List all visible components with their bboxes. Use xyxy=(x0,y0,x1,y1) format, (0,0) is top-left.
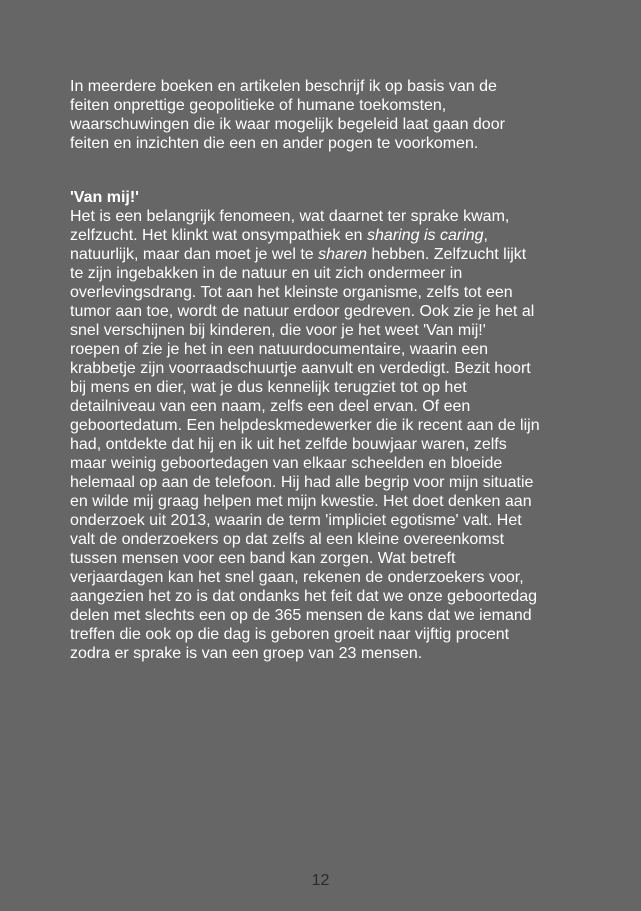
body-text: , xyxy=(483,227,488,244)
section-van-mij xyxy=(70,188,570,663)
body-line: helemaal op aan de telefoon. Hij had alle begrip voor mijn situatie xyxy=(70,474,534,491)
body-line: te zijn ingebakken in de natuur en uit zich ondermeer in xyxy=(70,265,463,282)
page-number: 12 xyxy=(311,872,330,889)
body-line xyxy=(70,226,570,245)
body-line: delen met slechts een op de 365 mensen de kans dat we iemand xyxy=(70,607,532,624)
body-line: maar weinig geboortedagen van elkaar scheelden en bloeide xyxy=(70,455,503,472)
body-line: geboortedatum. Een helpdeskmedewerker die ik recent aan de lijn xyxy=(70,417,540,434)
body-line: aangezien het zo is dat ondanks het feit dat we onze geboortedag xyxy=(70,588,538,605)
body-line: en wilde mij graag helpen met mijn kwestie. Het doet denken aan xyxy=(70,493,532,510)
body-line: krabbetje zijn voorraadschuurtje aanvult en verdedigt. Bezit hoort xyxy=(70,360,531,377)
body-line: treffen die ook op die dag is geboren groeit naar vijftig procent xyxy=(70,626,510,643)
body-line: zodra er sprake is van een groep van 23 mensen. xyxy=(70,645,423,662)
body-line: tussen mensen voor een band kan zorgen. Wat betreft xyxy=(70,550,456,567)
body-line xyxy=(70,245,570,264)
body-line: had, ontdekte dat hij en ik uit het zelfde bouwjaar waren, zelfs xyxy=(70,436,507,453)
italic-phrase: sharing is caring xyxy=(367,227,484,244)
section-heading: 'Van mij!' xyxy=(70,189,139,206)
body-line: valt de onderzoekers op dat zelfs al een kleine overeenkomst xyxy=(70,531,505,548)
body-line: overlevingsdrang. Tot aan het kleinste organisme, zelfs tot een xyxy=(70,284,513,301)
body-line: verjaardagen kan het snel gaan, rekenen de onderzoekers voor, xyxy=(70,569,524,586)
intro-line: In meerdere boeken en artikelen beschrijf ik op basis van de xyxy=(70,78,497,95)
intro-paragraph xyxy=(70,77,570,153)
body-line xyxy=(70,207,570,226)
body-line: detailniveau van een naam, zelfs een deel ervan. Of een xyxy=(70,398,471,415)
body-line: roepen of zie je het in een natuurdocumentaire, waarin een xyxy=(70,341,489,358)
intro-line: feiten en inzichten die een en ander pogen te voorkomen. xyxy=(70,135,479,152)
body-text: hebben. Zelfzucht lijkt xyxy=(367,246,527,263)
intro-line: feiten onprettige geopolitieke of humane toekomsten, xyxy=(70,97,447,114)
body-line: snel verschijnen bij kinderen, die voor je het weet 'Van mij!' xyxy=(70,322,486,339)
body-text: zelfzucht. Het klinkt wat onsympathiek en xyxy=(70,227,368,244)
italic-phrase: sharen xyxy=(318,246,368,263)
body-text: natuurlijk, maar dan moet je wel te xyxy=(70,246,319,263)
body-line: onderzoek uit 2013, waarin de term 'impliciet egotisme' valt. Het xyxy=(70,512,522,529)
body-text: Het is een belangrijk fenomeen, wat daarnet ter sprake kwam, xyxy=(70,208,510,225)
intro-line: waarschuwingen die ik waar mogelijk begeleid laat gaan door xyxy=(70,116,505,133)
body-line: bij mens en dier, wat je dus kennelijk terugziet tot op het xyxy=(70,379,467,396)
body-line: tumor aan toe, wordt de natuur erdoor gedreven. Ook zie je het al xyxy=(70,303,535,320)
